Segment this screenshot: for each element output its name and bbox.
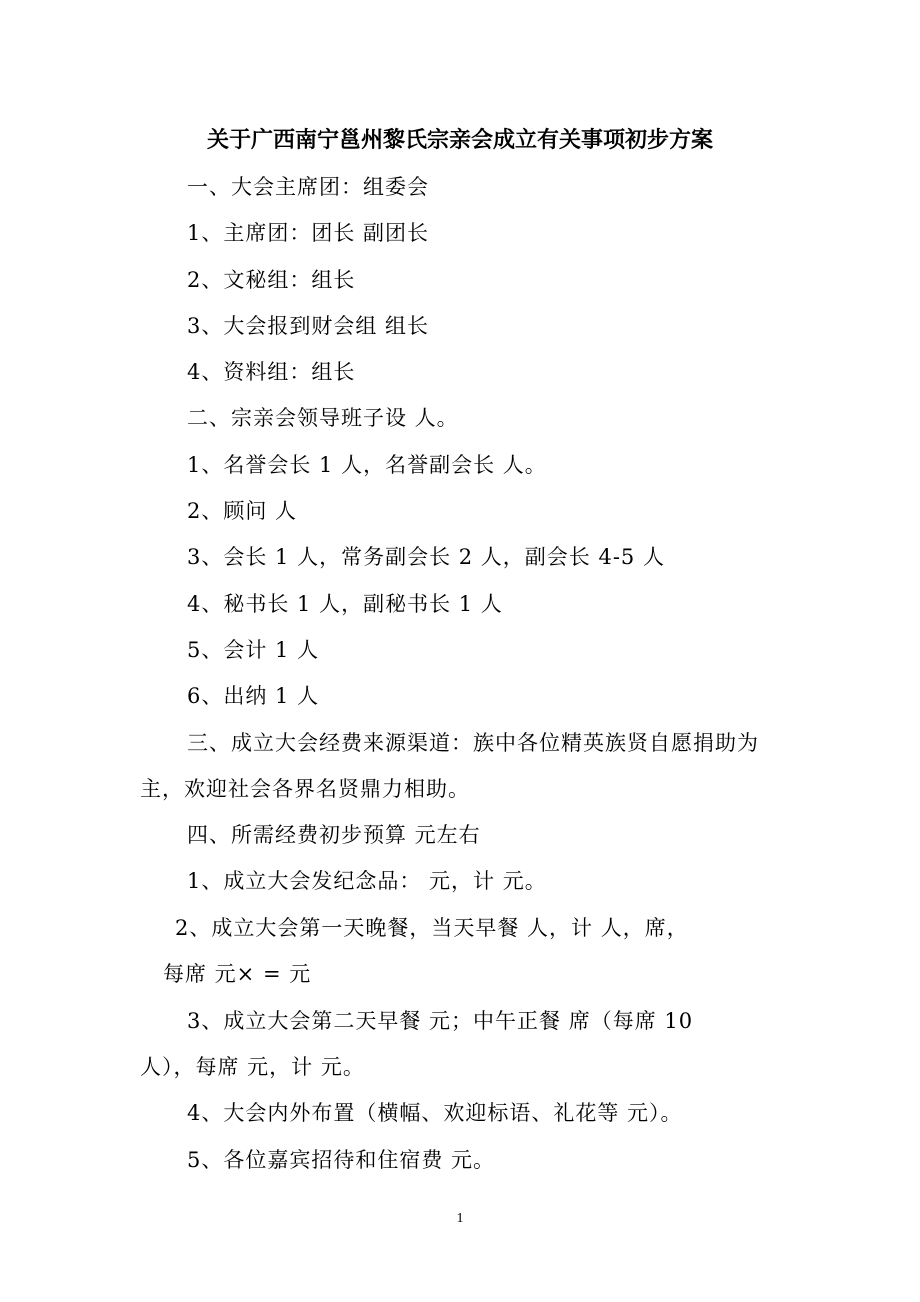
section-3-heading: 三、成立大会经费来源渠道：族中各位精英族贤自愿捐助为 [187,731,759,755]
page-number: 1 [456,1211,464,1226]
section-4-item-3: 3、成立大会第二天早餐 元；中午正餐 席（每席 10 [187,1009,694,1033]
section-2-item-4: 4、秘书长 1 人，副秘书长 1 人 [187,592,503,616]
section-4-item-1: 1、成立大会发纪念品： 元，计 元。 [187,869,547,893]
section-2-item-5: 5、会计 1 人 [187,638,320,662]
section-4-item-5: 5、各位嘉宾招待和住宿费 元。 [187,1148,496,1172]
section-2-item-6: 6、出纳 1 人 [187,684,320,708]
section-2-item-1: 1、名誉会长 1 人，名誉副会长 人。 [187,453,547,477]
document-title: 关于广西南宁邕州黎氏宗亲会成立有关事项初步方案 [206,128,713,153]
section-4-heading: 四、所需经费初步预算 元左右 [187,823,481,847]
section-1-item-3: 3、大会报到财会组 组长 [187,314,430,338]
section-2-heading: 二、宗亲会领导班子设 人。 [187,406,459,430]
section-4-item-4: 4、大会内外布置（横幅、欢迎标语、礼花等 元）。 [187,1101,683,1125]
section-2-item-2: 2、顾问 人 [187,499,298,523]
section-1-item-2: 2、文秘组：组长 [187,268,356,292]
section-1-item-1: 1、主席团：团长 副团长 [187,221,430,245]
section-4-item-2: 2、成立大会第一天晚餐，当天早餐 人，计 人，席， [175,916,689,940]
section-4-item-2-continuation: 每席 元× = 元 [163,962,312,986]
section-1-item-4: 4、资料组：组长 [187,360,356,384]
section-1-heading: 一、大会主席团：组委会 [187,175,429,199]
section-3-continuation: 主，欢迎社会各界名贤鼎力相助。 [140,777,470,801]
section-2-item-3: 3、会长 1 人，常务副会长 2 人，副会长 4-5 人 [187,545,665,569]
section-4-item-3-continuation: 人），每席 元，计 元。 [140,1055,365,1079]
